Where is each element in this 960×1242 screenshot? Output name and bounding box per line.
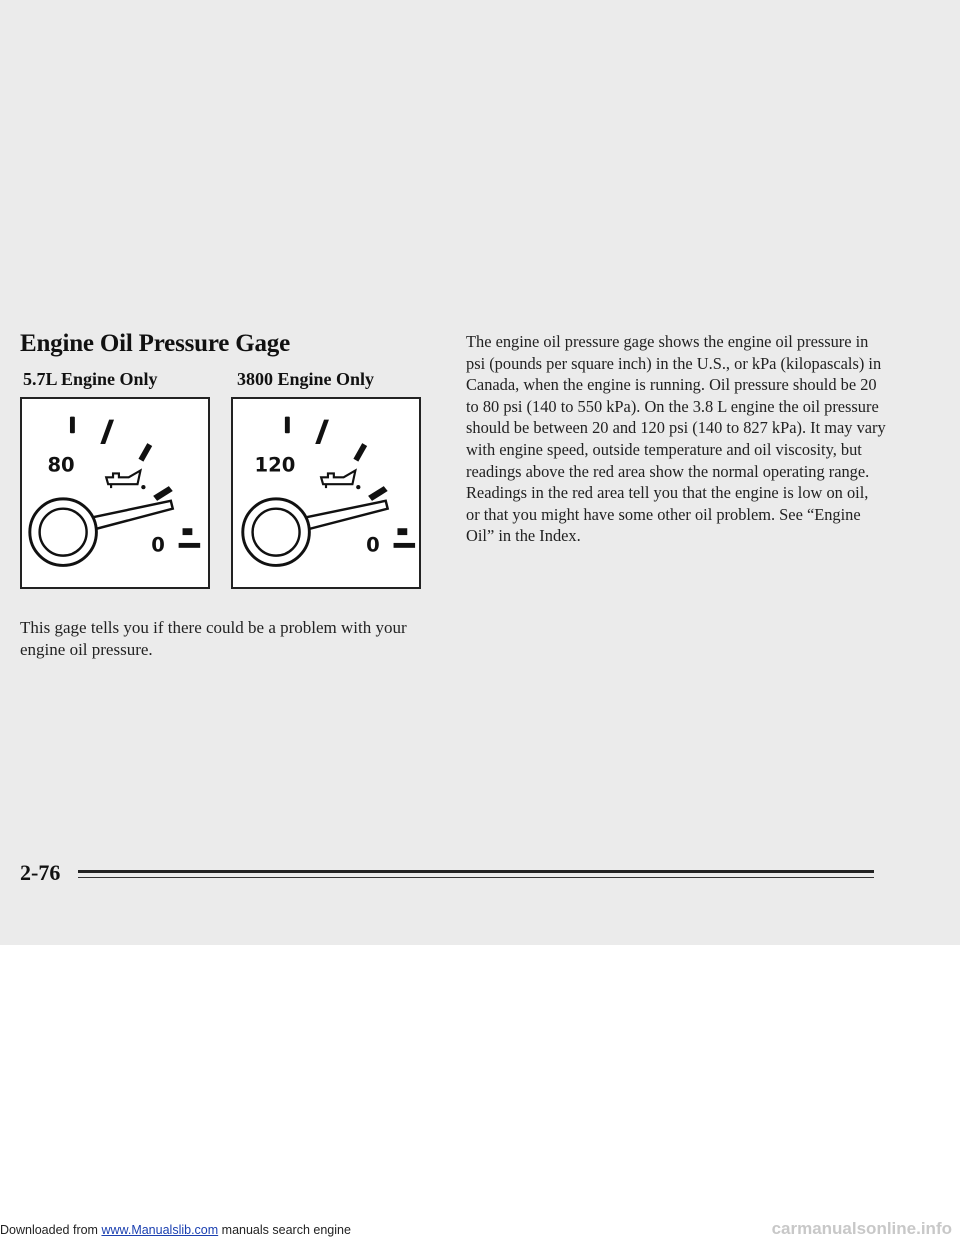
oil-can-icon bbox=[321, 470, 355, 488]
gauge-label-57l: 5.7L Engine Only bbox=[23, 369, 158, 389]
gauge-label-3800: 3800 Engine Only bbox=[237, 369, 375, 389]
oil-pressure-body-text: The engine oil pressure gage shows the engine oil pressure in psi (pounds per square inch) in the U.S., or kPa (kilopascals) in Canada, when the engine is running. Oil pressure should be 20 to 80 psi (140 to 550 kPa). On the 3.8 L engine the oil pressure should be between 20 and 120 psi (140 to 827 kPa). It may vary with engine speed, outside temperature and oil viscosity, but readings above the red area show the normal operating range. Readings in the red area tell you that the engine is low on oil, or that you might have some other oil problem. See “Engine Oil” in the Index. bbox=[466, 332, 886, 546]
page-number: 2-76 bbox=[20, 860, 61, 885]
footer-suffix: manuals search engine bbox=[221, 1223, 351, 1237]
section-title: Engine Oil Pressure Gage bbox=[20, 330, 290, 357]
download-footer bbox=[0, 1223, 351, 1237]
manualslib-link[interactable]: www.Manualslib.com bbox=[101, 1223, 219, 1237]
footer-prefix: Downloaded from bbox=[0, 1223, 98, 1237]
gauge-min-value: 0 bbox=[366, 533, 380, 557]
gauge-max-value: 80 bbox=[47, 453, 75, 477]
gauge-description: This gage tells you if there could be a problem with your engine oil pressure. bbox=[20, 618, 407, 659]
footer-rule-thin bbox=[78, 877, 874, 878]
oil-gauge-3800-illustration bbox=[233, 399, 419, 587]
gauge-min-value: 0 bbox=[151, 533, 165, 557]
oil-gauge-3800 bbox=[231, 397, 421, 589]
gauge-max-value: 120 bbox=[254, 453, 296, 477]
watermark-text: carmanualsonline.info bbox=[771, 1219, 952, 1238]
oil-gauge-57l bbox=[20, 397, 210, 589]
footer-rule bbox=[78, 870, 874, 873]
oil-can-icon bbox=[106, 470, 140, 488]
oil-gauge-57l-illustration bbox=[22, 399, 208, 587]
